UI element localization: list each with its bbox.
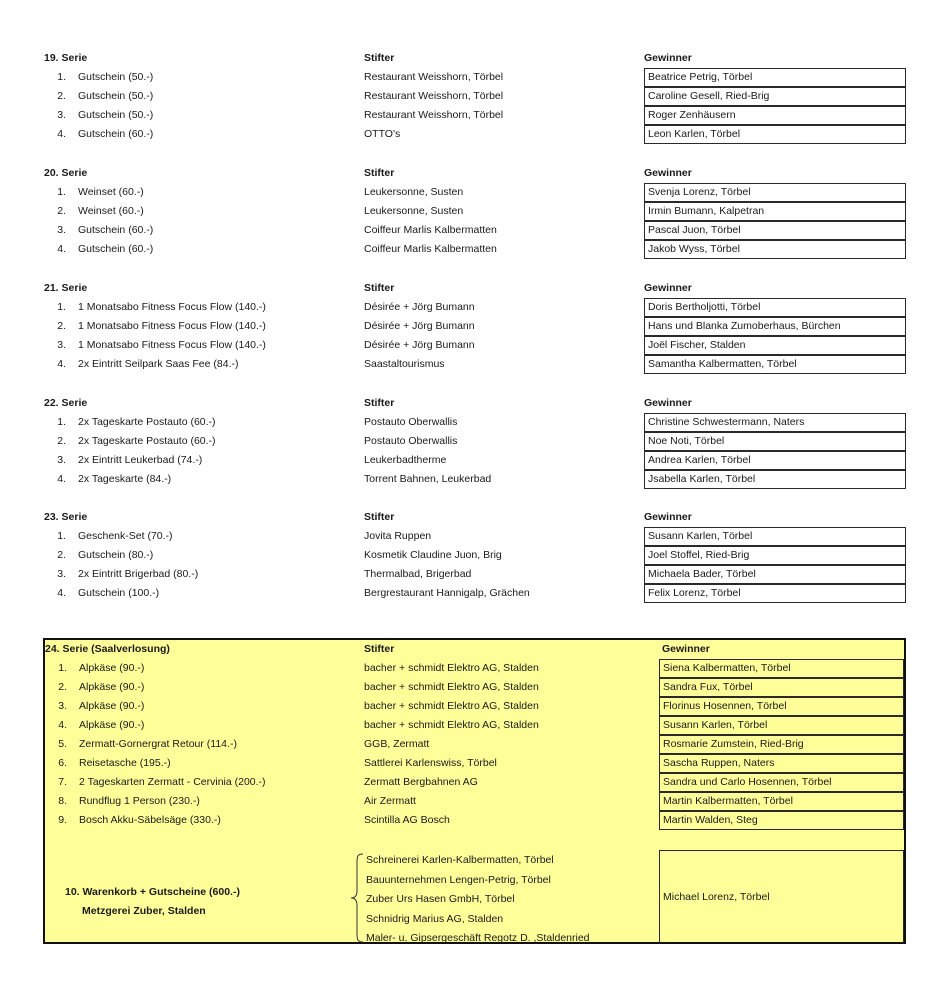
series-header-row	[44, 279, 906, 298]
prize-row	[45, 735, 904, 754]
prize-cell	[44, 317, 266, 336]
winner-name: Florinus Hosennen, Törbel	[659, 697, 904, 716]
stifter-name: Leukersonne, Susten	[364, 186, 464, 198]
prize-cell	[45, 792, 200, 811]
stifter-name: Sattlerei Karlenswiss, Törbel	[364, 757, 497, 769]
prize-number: 1.	[58, 662, 67, 674]
main-prize-stifter: Bauunternehmen Lengen-Petrig, Törbel	[366, 873, 551, 886]
stifter-name: Restaurant Weisshorn, Törbel	[364, 109, 504, 121]
winner-name: Svenja Lorenz, Törbel	[644, 183, 906, 202]
winner-name: Martin Kalbermatten, Törbel	[659, 792, 904, 811]
prize-row	[45, 754, 904, 773]
prize-row	[44, 125, 906, 144]
curly-brace-icon	[350, 853, 364, 943]
prize-cell	[44, 546, 153, 565]
stifter-header: Stifter	[364, 397, 395, 409]
winner-header: Gewinner	[644, 52, 692, 64]
prize-cell	[44, 565, 198, 584]
prize-cell	[45, 659, 144, 678]
main-prize-winner: Michael Lorenz, Törbel	[659, 850, 904, 943]
stifter-name: Leukerbadtherme	[364, 454, 447, 466]
prize-number: 4.	[57, 358, 66, 370]
prize-name: Gutschein (60.-)	[78, 224, 154, 236]
stifter-name: Postauto Oberwallis	[364, 435, 458, 447]
prize-row	[45, 678, 904, 697]
winner-name: Joel Stoffel, Ried-Brig	[644, 546, 906, 565]
prize-number: 2.	[58, 681, 67, 693]
prize-cell	[45, 754, 171, 773]
winner-name: Beatrice Petrig, Törbel	[644, 68, 906, 87]
prize-cell	[44, 87, 153, 106]
stifter-name: bacher + schmidt Elektro AG, Stalden	[364, 662, 539, 674]
winner-name: Martin Walden, Steg	[659, 811, 904, 830]
prize-row	[44, 183, 906, 202]
prize-number: 4.	[58, 719, 67, 731]
prize-row	[44, 584, 906, 603]
prize-cell	[44, 183, 144, 202]
prize-number: 2.	[57, 90, 66, 102]
prize-cell	[44, 202, 144, 221]
prize-number: 9.	[58, 814, 67, 826]
prize-name: Reisetasche (195.-)	[79, 757, 171, 769]
prize-number: 3.	[57, 568, 66, 580]
series-header-row	[44, 164, 906, 183]
prize-number: 4.	[57, 587, 66, 599]
main-prize-row	[45, 851, 904, 944]
prize-name: 2x Eintritt Seilpark Saas Fee (84.-)	[78, 358, 239, 370]
prize-row	[44, 202, 906, 221]
prize-cell	[44, 106, 153, 125]
series-header-row	[44, 394, 906, 413]
prize-name: 2x Tageskarte Postauto (60.-)	[78, 435, 216, 447]
winner-name: Rosmarie Zumstein, Ried-Brig	[659, 735, 904, 754]
series-title: 19. Serie	[44, 52, 88, 64]
winner-header: Gewinner	[644, 167, 692, 179]
prize-row	[44, 317, 906, 336]
prize-number: 6.	[58, 757, 67, 769]
series-section	[44, 394, 906, 489]
stifter-name: Coiffeur Marlis Kalbermatten	[364, 243, 497, 255]
winner-name: Susann Karlen, Törbel	[644, 527, 906, 546]
prize-cell	[45, 773, 266, 792]
main-prize-stifter: Maler- u. Gipsergeschäft Regotz D. ,Staldenried	[366, 932, 590, 944]
stifter-name: Jovita Ruppen	[364, 530, 432, 542]
prize-name: Alpkäse (90.-)	[79, 700, 145, 712]
main-prize	[65, 883, 240, 921]
prize-row	[44, 413, 906, 432]
prize-cell	[45, 697, 144, 716]
prize-name: 2 Tageskarten Zermatt - Cervinia (200.-)	[79, 776, 266, 788]
prize-name: Gutschein (50.-)	[78, 90, 154, 102]
winner-name: Doris Bertholjotti, Törbel	[644, 298, 906, 317]
prize-cell	[45, 678, 144, 697]
stifter-name: Restaurant Weisshorn, Törbel	[364, 71, 504, 83]
stifter-name: bacher + schmidt Elektro AG, Stalden	[364, 681, 539, 693]
prize-name: Zermatt-Gornergrat Retour (114.-)	[79, 738, 237, 750]
stifter-name: Postauto Oberwallis	[364, 416, 458, 428]
prize-name: 2x Tageskarte Postauto (60.-)	[78, 416, 216, 428]
prize-cell	[44, 298, 266, 317]
winner-name: Susann Karlen, Törbel	[659, 716, 904, 735]
prize-row	[45, 773, 904, 792]
series-title: 24. Serie (Saalverlosung)	[45, 643, 170, 655]
winner-name: Christine Schwestermann, Naters	[644, 413, 906, 432]
winner-name: Sandra und Carlo Hosennen, Törbel	[659, 773, 904, 792]
prize-name: 2x Eintritt Leukerbad (74.-)	[78, 454, 203, 466]
main-prize-stifter: Zuber Urs Hasen GmbH, Törbel	[366, 893, 515, 905]
winner-header: Gewinner	[644, 282, 692, 294]
prize-cell	[44, 125, 153, 144]
winner-name: Michaela Bader, Törbel	[644, 565, 906, 584]
prize-cell	[44, 68, 153, 87]
prize-number: 1.	[57, 186, 66, 198]
prize-row	[44, 451, 906, 470]
prize-cell	[44, 336, 266, 355]
prize-row	[45, 811, 904, 830]
prize-row	[44, 221, 906, 240]
stifter-name: Air Zermatt	[364, 795, 416, 807]
prize-row	[44, 106, 906, 125]
prize-name: Gutschein (50.-)	[78, 71, 154, 83]
winner-header: Gewinner	[662, 643, 710, 655]
prize-number: 2.	[57, 435, 66, 447]
winner-name: Samantha Kalbermatten, Törbel	[644, 355, 906, 374]
prize-cell	[44, 451, 202, 470]
prize-number: 3.	[57, 454, 66, 466]
main-prize-sponsor: Metzgerei Zuber, Stalden	[82, 905, 206, 917]
prize-name: Weinset (60.-)	[78, 205, 144, 217]
winner-name: Irmin Bumann, Kalpetran	[644, 202, 906, 221]
stifter-header: Stifter	[364, 167, 395, 179]
prize-name: Alpkäse (90.-)	[79, 681, 145, 693]
prize-cell	[44, 470, 171, 489]
prize-name: Alpkäse (90.-)	[79, 719, 145, 731]
prize-name: 2x Eintritt Brigerbad (80.-)	[78, 568, 199, 580]
prize-row	[44, 336, 906, 355]
prize-number: 4.	[57, 243, 66, 255]
prize-number: 3.	[57, 109, 66, 121]
stifter-name: Coiffeur Marlis Kalbermatten	[364, 224, 497, 236]
main-prize-stifter-list	[366, 851, 590, 949]
prize-number: 3.	[57, 224, 66, 236]
prize-row	[44, 298, 906, 317]
prize-number: 4.	[57, 128, 66, 140]
prize-row	[44, 565, 906, 584]
series-section	[44, 164, 906, 259]
winner-name: Caroline Gesell, Ried-Brig	[644, 87, 906, 106]
winner-name: Noe Noti, Törbel	[644, 432, 906, 451]
prize-row	[44, 546, 906, 565]
prize-cell	[45, 716, 144, 735]
stifter-name: bacher + schmidt Elektro AG, Stalden	[364, 700, 539, 712]
prize-name: Gutschein (60.-)	[78, 128, 154, 140]
series-header-row	[44, 508, 906, 527]
prize-row	[44, 470, 906, 489]
stifter-name: OTTO's	[364, 128, 401, 140]
prize-name: Gutschein (60.-)	[78, 243, 154, 255]
main-prize-stifter: Schnidrig Marius AG, Stalden	[366, 912, 504, 925]
prize-row	[44, 240, 906, 259]
winner-name: Siena Kalbermatten, Törbel	[659, 659, 904, 678]
prize-number: 2.	[57, 320, 66, 332]
winner-name: Hans und Blanka Zumoberhaus, Bürchen	[644, 317, 906, 336]
stifter-name: Thermalbad, Brigerbad	[364, 568, 472, 580]
winner-name: Jsabella Karlen, Törbel	[644, 470, 906, 489]
prize-row	[44, 527, 906, 546]
stifter-name: Torrent Bahnen, Leukerbad	[364, 473, 492, 485]
prize-cell	[44, 413, 216, 432]
prize-name: Geschenk-Set (70.-)	[78, 530, 173, 542]
prize-name: 1 Monatsabo Fitness Focus Flow (140.-)	[78, 339, 266, 351]
prize-cell	[45, 735, 237, 754]
prize-row	[45, 716, 904, 735]
prize-name: 1 Monatsabo Fitness Focus Flow (140.-)	[78, 320, 266, 332]
main-prize-title: 10. Warenkorb + Gutscheine (600.-)	[65, 886, 240, 898]
prize-cell	[44, 240, 153, 259]
prize-name: 1 Monatsabo Fitness Focus Flow (140.-)	[78, 301, 266, 313]
saalverlosung-section	[43, 638, 906, 944]
prize-name: Gutschein (80.-)	[78, 549, 154, 561]
stifter-name: Zermatt Bergbahnen AG	[364, 776, 478, 788]
winner-name: Felix Lorenz, Törbel	[644, 584, 906, 603]
stifter-name: Restaurant Weisshorn, Törbel	[364, 90, 504, 102]
series-title: 21. Serie	[44, 282, 88, 294]
prize-cell	[44, 527, 173, 546]
main-prize-stifter: Schreinerei Karlen-Kalbermatten, Törbel	[366, 854, 554, 866]
stifter-name: bacher + schmidt Elektro AG, Stalden	[364, 719, 539, 731]
winner-name: Andrea Karlen, Törbel	[644, 451, 906, 470]
winner-name: Pascal Juon, Törbel	[644, 221, 906, 240]
prize-cell	[44, 432, 216, 451]
prize-cell	[44, 355, 238, 374]
series-section	[44, 49, 906, 144]
prize-name: 2x Tageskarte (84.-)	[78, 473, 172, 485]
winner-name: Roger Zenhäusern	[644, 106, 906, 125]
prize-row	[44, 432, 906, 451]
prize-name: Rundflug 1 Person (230.-)	[79, 795, 200, 807]
stifter-name: GGB, Zermatt	[364, 738, 430, 750]
prize-cell	[45, 811, 221, 830]
stifter-name: Saastaltourismus	[364, 358, 445, 370]
prize-row	[45, 792, 904, 811]
stifter-header: Stifter	[364, 52, 395, 64]
series-title: 20. Serie	[44, 167, 88, 179]
winner-name: Leon Karlen, Törbel	[644, 125, 906, 144]
series-section	[44, 508, 906, 603]
winner-header: Gewinner	[644, 397, 692, 409]
stifter-header: Stifter	[364, 643, 395, 655]
stifter-header: Stifter	[364, 511, 395, 523]
stifter-name: Désirée + Jörg Bumann	[364, 301, 475, 313]
stifter-name: Scintilla AG Bosch	[364, 814, 450, 826]
prize-name: Gutschein (100.-)	[78, 587, 160, 599]
prize-number: 4.	[57, 473, 66, 485]
prize-cell	[44, 584, 159, 603]
prize-number: 3.	[58, 700, 67, 712]
series-section	[44, 279, 906, 374]
stifter-name: Leukersonne, Susten	[364, 205, 464, 217]
prize-name: Gutschein (50.-)	[78, 109, 154, 121]
prize-name: Bosch Akku-Säbelsäge (330.-)	[79, 814, 221, 826]
winner-name: Sascha Ruppen, Naters	[659, 754, 904, 773]
prize-number: 1.	[57, 530, 66, 542]
series-header-row	[45, 640, 904, 659]
prize-name: Weinset (60.-)	[78, 186, 144, 198]
prize-number: 8.	[58, 795, 67, 807]
series-title: 22. Serie	[44, 397, 88, 409]
prize-name: Alpkäse (90.-)	[79, 662, 145, 674]
prize-number: 2.	[57, 549, 66, 561]
prize-number: 1.	[57, 301, 66, 313]
winner-name: Jakob Wyss, Törbel	[644, 240, 906, 259]
stifter-name: Bergrestaurant Hannigalp, Grächen	[364, 587, 530, 599]
prize-number: 1.	[57, 71, 66, 83]
prize-row	[44, 87, 906, 106]
winner-name: Joël Fischer, Stalden	[644, 336, 906, 355]
prize-number: 5.	[58, 738, 67, 750]
prize-cell	[44, 221, 153, 240]
prize-row	[45, 659, 904, 678]
prize-number: 1.	[57, 416, 66, 428]
prize-row	[44, 355, 906, 374]
stifter-name: Désirée + Jörg Bumann	[364, 320, 475, 332]
stifter-name: Kosmetik Claudine Juon, Brig	[364, 549, 502, 561]
prize-row	[44, 68, 906, 87]
prize-number: 3.	[57, 339, 66, 351]
prize-row	[45, 697, 904, 716]
prize-number: 7.	[58, 776, 67, 788]
series-title: 23. Serie	[44, 511, 88, 523]
series-header-row	[44, 49, 906, 68]
stifter-name: Désirée + Jörg Bumann	[364, 339, 475, 351]
winner-header: Gewinner	[644, 511, 692, 523]
winner-name: Sandra Fux, Törbel	[659, 678, 904, 697]
stifter-header: Stifter	[364, 282, 395, 294]
prize-number: 2.	[57, 205, 66, 217]
